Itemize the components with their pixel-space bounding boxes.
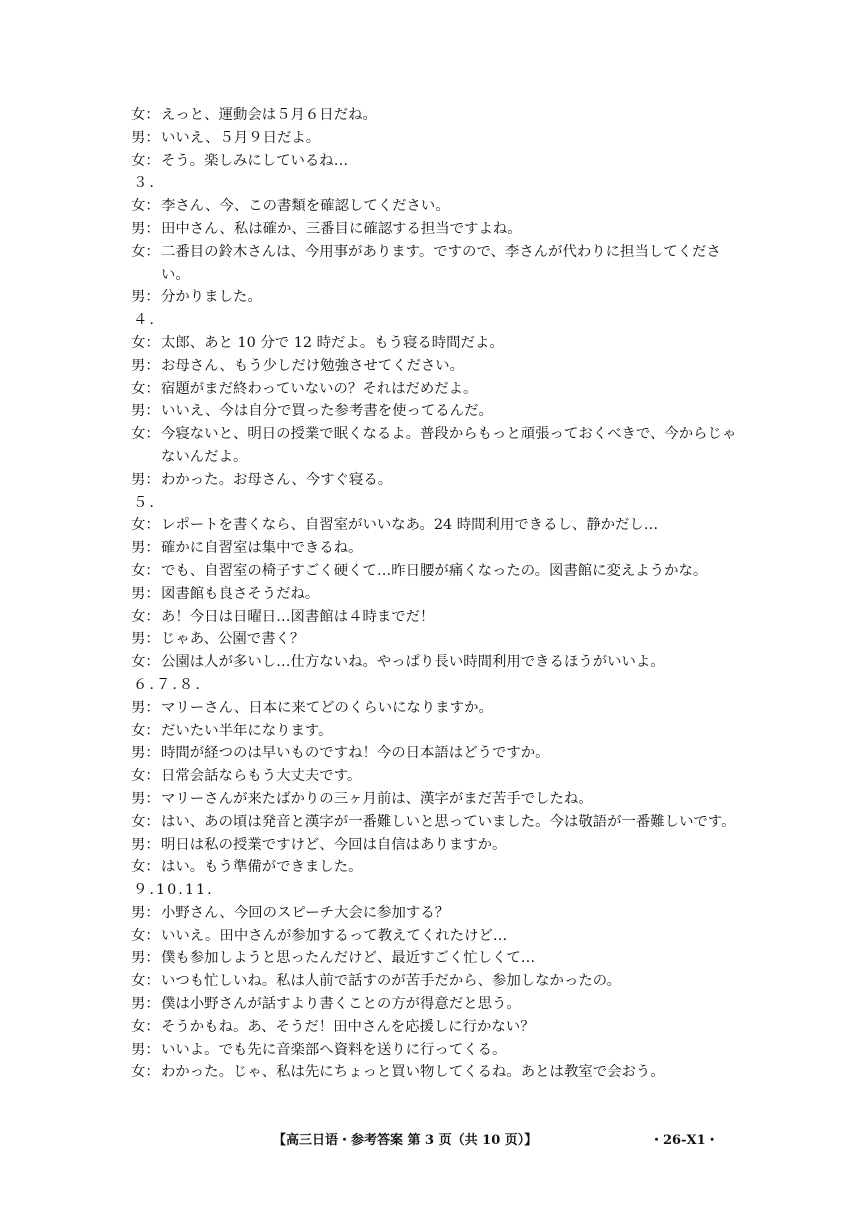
speaker-label: 女：: [131, 1018, 160, 1035]
dialogue-text: 確かに自習室は集中できるね。: [161, 540, 363, 557]
dialogue-text: あ！今日は日曜日…図書館は４時までだ！: [161, 608, 435, 625]
dialogue-line: [131, 218, 741, 241]
dialogue-line: [131, 286, 741, 309]
dialogue-text: そうかもね。あ、そうだ！田中さんを応援しに行かない？: [161, 1018, 535, 1035]
dialogue-text: いつも忙しいね。私は人前で話すのが苦手だから、参加しなかったの。: [161, 973, 621, 990]
speaker-label: 男：: [131, 996, 160, 1013]
section-number: ３.: [133, 175, 156, 192]
dialogue-line: [131, 127, 741, 150]
dialogue-line: [131, 651, 741, 674]
dialogue-text: 日常会話ならもう大丈夫です。: [161, 768, 362, 785]
speaker-label: 男：: [131, 471, 160, 488]
dialogue-line: [131, 514, 741, 537]
dialogue-line: [131, 469, 741, 492]
speaker-label: 女：: [131, 768, 160, 785]
dialogue-line: [131, 241, 741, 287]
dialogue-line: [131, 993, 741, 1016]
speaker-label: 男：: [131, 904, 160, 921]
speaker-label: 男：: [131, 836, 160, 853]
dialogue-text: いいえ。田中さんが参加するって教えてくれたけど…: [161, 927, 508, 944]
dialogue-line: [131, 195, 741, 218]
dialogue-line: [131, 765, 741, 788]
section-number: ９.10.11.: [133, 882, 214, 899]
dialogue-line: [131, 400, 741, 423]
speaker-label: 男：: [131, 1041, 160, 1058]
dialogue-text: 李さん、今、この書類を確認してください。: [161, 198, 450, 215]
dialogue-line: [131, 332, 741, 355]
section-number: ６.７.８.: [133, 676, 202, 693]
speaker-label: 男：: [131, 220, 160, 237]
dialogue-line: [131, 811, 741, 834]
speaker-label: 女：: [131, 517, 160, 534]
dialogue-line: [131, 697, 741, 720]
dialogue-line: [131, 560, 741, 583]
speaker-label: 男：: [131, 950, 160, 967]
dialogue-line: [131, 104, 741, 127]
transcript-body: [131, 104, 741, 1084]
dialogue-line: [131, 537, 741, 560]
dialogue-text: いいえ、今は自分で買った参考書を使ってるんだ。: [161, 403, 493, 420]
speaker-label: 女：: [131, 152, 160, 169]
dialogue-text: 公園は人が多いし…仕方ないね。やっぱり長い時間利用できるほうがいいよ。: [161, 654, 665, 671]
dialogue-line: [131, 583, 741, 606]
speaker-label: 女：: [131, 927, 160, 944]
dialogue-line: [131, 355, 741, 378]
speaker-label: 女：: [131, 608, 160, 625]
speaker-label: 男：: [131, 540, 160, 557]
dialogue-text: 時間が経つのは早いものですね！今の日本語はどうですか。: [161, 745, 550, 762]
dialogue-text: 田中さん、私は確か、三番目に確認する担当ですよね。: [161, 220, 522, 237]
dialogue-line: [131, 970, 741, 993]
speaker-label: 男：: [131, 745, 160, 762]
speaker-label: 女：: [131, 107, 160, 123]
dialogue-text: 二番目の鈴木さんは、今用事があります。ですので、李さんが代わりに担当してください。: [161, 243, 721, 283]
speaker-label: 女：: [131, 380, 160, 397]
dialogue-line: [131, 606, 741, 629]
footer-exam-code: ・26-X1・: [650, 1133, 719, 1148]
speaker-label: 男：: [131, 129, 160, 146]
speaker-label: 女：: [131, 813, 160, 830]
dialogue-text: お母さん、もう少しだけ勉強させてください。: [161, 357, 465, 374]
dialogue-text: はい。もう準備ができました。: [161, 859, 363, 876]
dialogue-text: 宿題がまだ終わっていないの？それはだめだよ。: [161, 380, 478, 397]
dialogue-line: [131, 378, 741, 401]
dialogue-text: 小野さん、今回のスピーチ大会に参加する？: [161, 904, 450, 921]
speaker-label: 男：: [131, 585, 160, 602]
dialogue-text: 今寝ないと、明日の授業で眠くなるよ。普段からもっと頑張っておくべきで、今からじゃないんだよ。: [161, 426, 737, 465]
dialogue-line: [131, 720, 741, 743]
dialogue-line: [131, 834, 741, 857]
dialogue-text: そう。楽しみにしているね…: [161, 152, 349, 169]
dialogue-line: [131, 1039, 741, 1062]
dialogue-text: 明日は私の授業ですけど、今回は自信はありますか。: [161, 836, 507, 853]
dialogue-text: 分かりました。: [161, 289, 262, 306]
dialogue-text: 僕は小野さんが話すより書くことの方が得意だと思う。: [161, 996, 521, 1013]
speaker-label: 女：: [131, 859, 160, 876]
dialogue-text: わかった。じゃ、私は先にちょっと買い物してくるね。あとは教室で会おう。: [161, 1064, 665, 1081]
speaker-label: 男：: [131, 631, 160, 648]
speaker-label: 女：: [131, 562, 160, 579]
dialogue-line: [131, 856, 741, 879]
speaker-label: 女：: [131, 973, 160, 990]
footer-page-info: 【高三日语・参考答案 第 3 页（共 10 页）】: [273, 1133, 538, 1148]
dialogue-text: でも、自習室の椅子すごく硬くて…昨日腰が痛くなったの。図書館に変えようかな。: [161, 562, 708, 579]
speaker-label: 男：: [131, 790, 160, 807]
speaker-label: 女：: [131, 1064, 160, 1081]
speaker-label: 女：: [131, 722, 160, 739]
dialogue-text: じゃあ、公園で書く？: [161, 631, 305, 648]
dialogue-text: マリーさんが来たばかりの三ヶ月前は、漢字がまだ苦手でしたね。: [161, 790, 593, 807]
dialogue-line: [131, 423, 741, 469]
speaker-label: 男：: [131, 403, 160, 420]
dialogue-text: 図書館も良さそうだね。: [161, 585, 320, 602]
speaker-label: 女：: [131, 243, 160, 260]
dialogue-line: [131, 925, 741, 948]
speaker-label: 女：: [131, 654, 160, 671]
dialogue-text: マリーさん、日本に来てどのくらいになりますか。: [161, 699, 493, 716]
dialogue-text: 太郎、あと 10 分で 12 時だよ。もう寝る時間だよ。: [161, 334, 504, 351]
dialogue-line: [131, 742, 741, 765]
dialogue-line: [131, 1061, 741, 1084]
speaker-label: 女：: [131, 198, 160, 215]
dialogue-line: [131, 1016, 741, 1039]
speaker-label: 女：: [131, 426, 160, 443]
speaker-label: 男：: [131, 289, 160, 306]
dialogue-line: [131, 628, 741, 651]
dialogue-line: [131, 902, 741, 925]
dialogue-line: [131, 947, 741, 970]
dialogue-text: レポートを書くなら、自習室がいいなあ。24 時間利用できるし、静かだし…: [161, 517, 659, 534]
dialogue-text: 僕も参加しようと思ったんだけど、最近すごく忙しくて…: [161, 950, 536, 967]
dialogue-text: いいえ、５月９日だよ。: [161, 129, 321, 146]
section-number: ５.: [133, 494, 156, 511]
dialogue-text: えっと、運動会は５月６日だね。: [161, 107, 377, 123]
speaker-label: 男：: [131, 699, 160, 716]
dialogue-text: わかった。お母さん、今すぐ寝る。: [161, 471, 393, 488]
section-number: ４.: [133, 312, 156, 329]
speaker-label: 男：: [131, 357, 160, 374]
dialogue-text: だいたい半年になります。: [161, 722, 333, 739]
speaker-label: 女：: [131, 334, 160, 351]
dialogue-text: はい、あの頃は発音と漢字が一番難しいと思っていました。今は敬語が一番難しいです。: [161, 813, 736, 830]
dialogue-line: [131, 788, 741, 811]
dialogue-text: いいよ。でも先に音楽部へ資料を送りに行ってくる。: [161, 1041, 507, 1058]
dialogue-line: [131, 150, 741, 173]
